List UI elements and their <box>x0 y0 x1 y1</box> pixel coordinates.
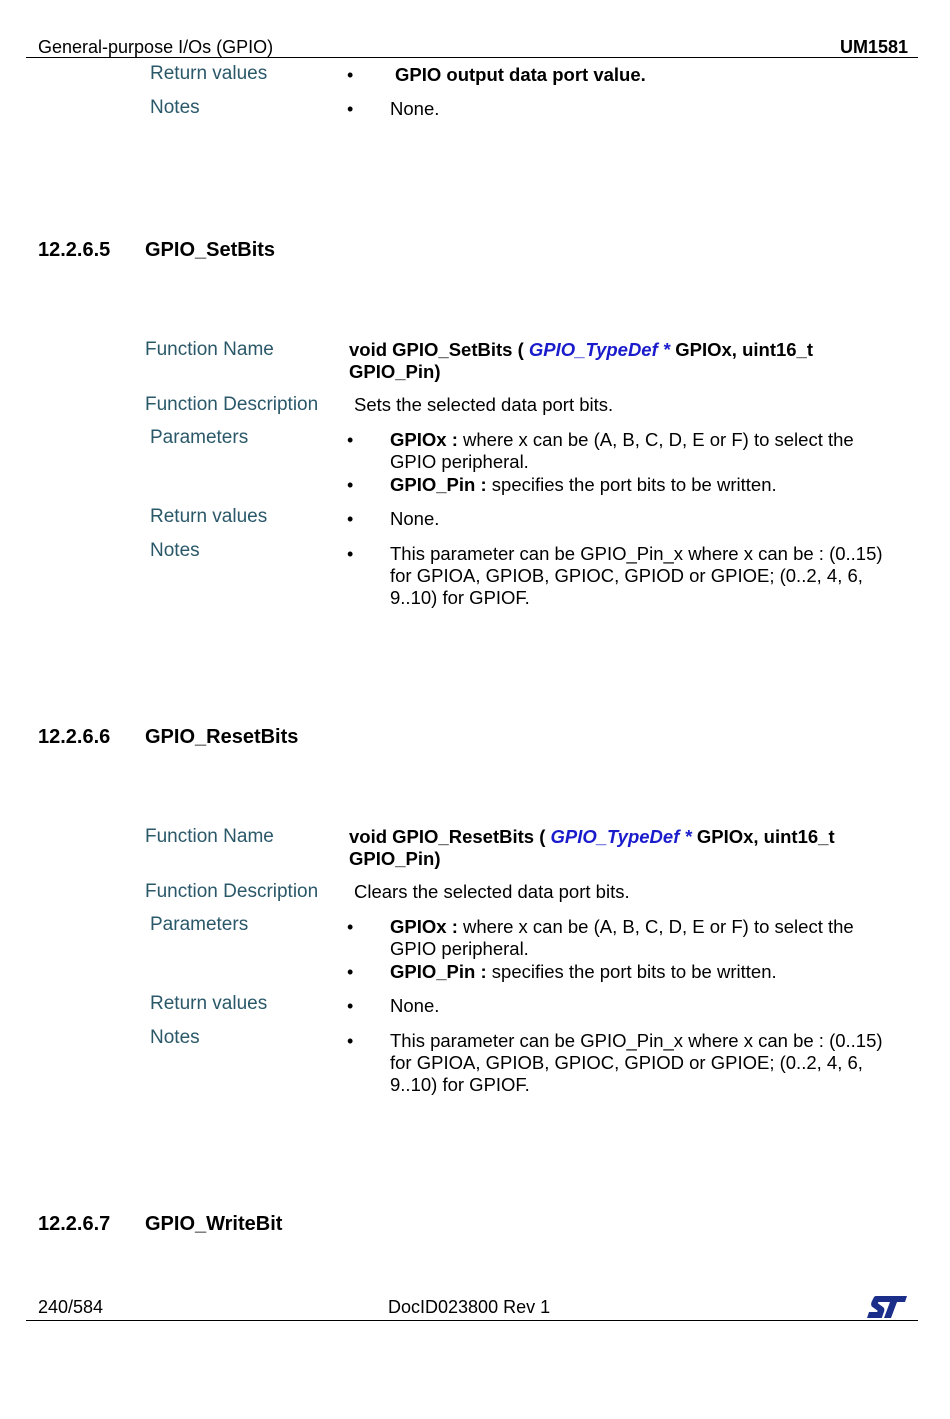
header-rule <box>26 57 918 58</box>
function-description-text: Sets the selected data port bits. <box>354 394 614 415</box>
bullet: • <box>347 1031 354 1051</box>
bullet: • <box>347 996 354 1016</box>
notes-line-1: This parameter can be GPIO_Pin_x where x can be : (0..15) <box>390 1030 883 1051</box>
parameters-label: Parameters <box>150 914 249 935</box>
st-logo-icon <box>866 1294 908 1320</box>
section-number: 12.2.6.5 <box>38 239 111 261</box>
parameter-text: where x can be (A, B, C, D, E or F) to select the <box>463 429 854 450</box>
signature-suffix: GPIOx, uint16_t <box>675 339 814 360</box>
return-values-label: Return values <box>150 63 268 84</box>
notes-label: Notes <box>150 540 200 561</box>
parameters-label: Parameters <box>150 427 249 448</box>
parameter-text: specifies the port bits to be written. <box>491 961 777 982</box>
bullet: • <box>347 430 354 450</box>
bullet: • <box>347 917 354 937</box>
parameter-gpio-pin <box>390 961 777 983</box>
header-doc-number: UM1581 <box>839 37 908 57</box>
function-description-text: Clears the selected data port bits. <box>354 881 630 902</box>
bullet: • <box>347 65 354 85</box>
notes-line-1: This parameter can be GPIO_Pin_x where x can be : (0..15) <box>390 543 883 564</box>
signature-suffix: GPIOx, uint16_t <box>696 826 835 847</box>
bullet: • <box>347 509 354 529</box>
notes-text: None. <box>390 98 440 119</box>
st-logo-graphic <box>866 1294 908 1320</box>
page-number: 240/584 <box>38 1297 104 1317</box>
return-values-text: None. <box>390 508 440 529</box>
section-title: GPIO_SetBits <box>145 239 276 261</box>
parameter-text: where x can be (A, B, C, D, E or F) to select the <box>463 916 854 937</box>
bullet: • <box>347 99 354 119</box>
notes-label: Notes <box>150 1027 200 1048</box>
parameter-name: GPIOx : <box>390 916 458 937</box>
bullet: • <box>347 544 354 564</box>
notes-label: Notes <box>150 97 200 118</box>
signature-prefix: void GPIO_ResetBits ( <box>349 826 546 847</box>
bullet: • <box>347 962 354 982</box>
function-signature <box>349 339 813 361</box>
bullet: • <box>347 475 354 495</box>
notes-line-3: 9..10) for GPIOF. <box>390 1074 530 1095</box>
function-name-label: Function Name <box>145 339 274 360</box>
parameter-text: specifies the port bits to be written. <box>491 474 777 495</box>
parameter-name: GPIO_Pin : <box>390 474 487 495</box>
footer-rule <box>26 1320 918 1321</box>
function-description-label: Function Description <box>145 881 319 902</box>
type-link[interactable]: GPIO_TypeDef * <box>550 826 692 847</box>
header-section-title: General-purpose I/Os (GPIO) <box>38 37 274 57</box>
function-signature-line2: GPIO_Pin) <box>349 361 441 382</box>
parameter-text-line2: GPIO peripheral. <box>390 938 529 959</box>
parameter-name: GPIOx : <box>390 429 458 450</box>
parameter-gpiox <box>390 916 854 938</box>
parameter-gpiox <box>390 429 854 451</box>
parameter-gpio-pin <box>390 474 777 496</box>
section-number: 12.2.6.7 <box>38 1213 111 1235</box>
notes-line-2: for GPIOA, GPIOB, GPIOC, GPIOD or GPIOE; (0..2, 4, 6, <box>390 565 863 586</box>
function-name-label: Function Name <box>145 826 274 847</box>
function-signature <box>349 826 835 848</box>
section-number: 12.2.6.6 <box>38 726 111 748</box>
type-link[interactable]: GPIO_TypeDef * <box>528 339 671 360</box>
parameter-name: GPIO_Pin : <box>390 961 487 982</box>
parameter-text-line2: GPIO peripheral. <box>390 451 529 472</box>
document-id: DocID023800 Rev 1 <box>388 1297 551 1317</box>
section-title: GPIO_ResetBits <box>145 726 299 748</box>
return-values-text: GPIO output data port value. <box>395 64 646 85</box>
section-title: GPIO_WriteBit <box>145 1213 283 1235</box>
notes-line-2: for GPIOA, GPIOB, GPIOC, GPIOD or GPIOE; (0..2, 4, 6, <box>390 1052 863 1073</box>
return-values-label: Return values <box>150 506 268 527</box>
function-signature-line2: GPIO_Pin) <box>349 848 441 869</box>
return-values-text: None. <box>390 995 440 1016</box>
signature-prefix: void GPIO_SetBits ( <box>349 339 524 360</box>
return-values-label: Return values <box>150 993 268 1014</box>
notes-line-3: 9..10) for GPIOF. <box>390 587 530 608</box>
function-description-label: Function Description <box>145 394 319 415</box>
